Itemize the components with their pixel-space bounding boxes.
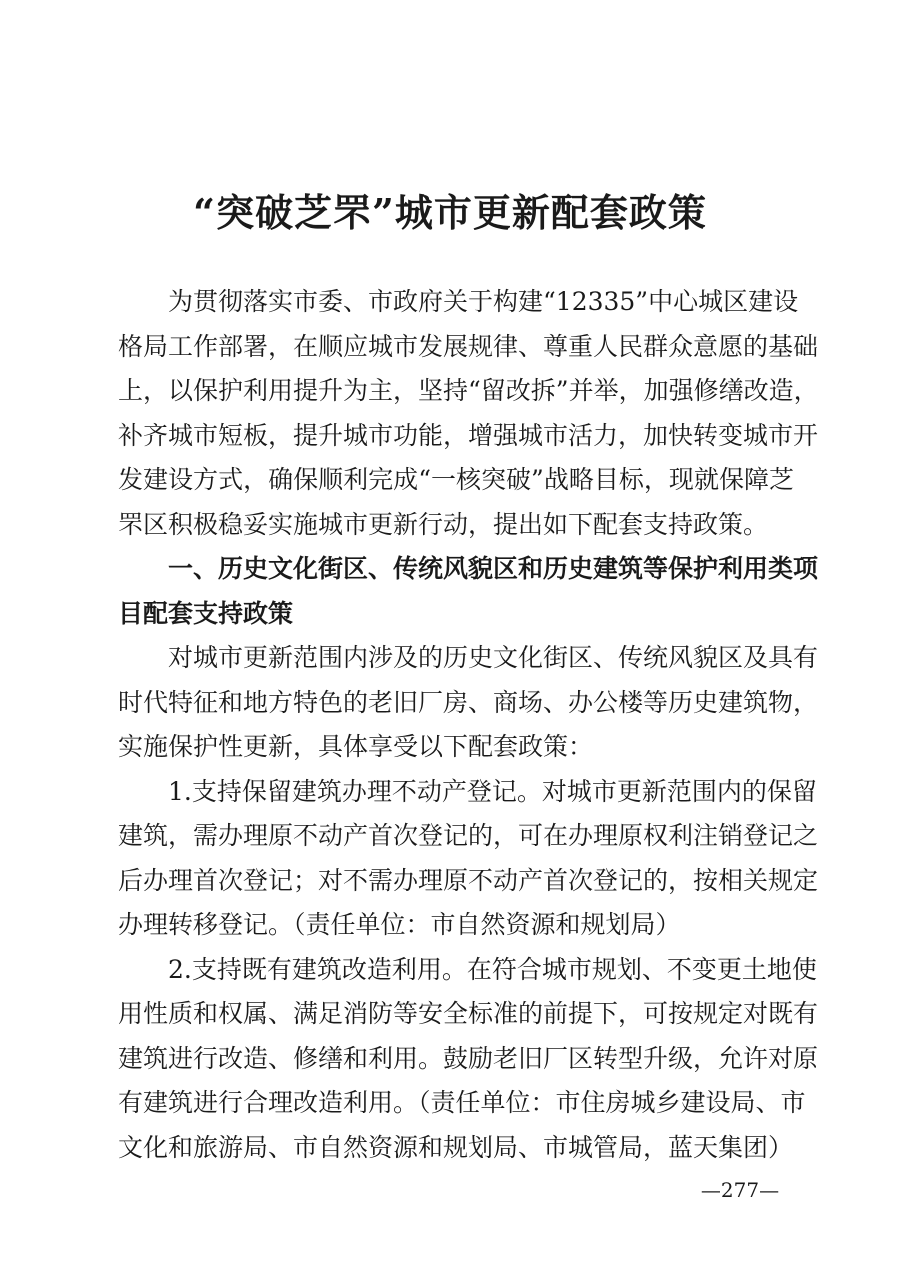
text-line: 后办理首次登记；对不需办理原不动产首次登记的，按相关规定 [118, 865, 819, 895]
text-line: 上，以保护利用提升为主，坚持“留改拆”并举，加强修缮改造， [118, 376, 819, 405]
text-line: 补齐城市短板，提升城市功能，增强城市活力，加快转变城市开 [118, 420, 819, 450]
section-paragraph [118, 636, 819, 770]
text-line: 2.支持既有建筑改造利用。在符合城市规划、不变更土地使 [168, 954, 817, 984]
text-line: 格局工作部署，在顺应城市发展规律、尊重人民群众意愿的基础 [118, 331, 819, 361]
text-line: 建筑，需办理原不动产首次登记的，可在办理原权利注销登记之 [118, 821, 819, 850]
text-line: 文化和旅游局、市自然资源和规划局、市城管局，蓝天集团） [118, 1132, 794, 1162]
intro-paragraph [118, 280, 819, 547]
page-number: —277— [700, 1178, 780, 1202]
text-line: 建筑进行改造、修缮和利用。鼓励老旧厂区转型升级，允许对原 [118, 1043, 819, 1073]
heading-line: 一、历史文化街区、传统风貌区和历史建筑等保护利用类项 [168, 554, 819, 583]
page-title: “突破芝罘”城市更新配套政策 [193, 190, 707, 235]
heading-line: 目配套支持政策 [118, 598, 294, 628]
document-body [118, 280, 819, 1170]
text-line: 1.支持保留建筑办理不动产登记。对城市更新范围内的保留 [168, 776, 817, 806]
text-line: 罘区积极稳妥实施城市更新行动，提出如下配套支持政策。 [118, 509, 769, 539]
text-line: 为贯彻落实市委、市政府关于构建“12335”中心城区建设 [168, 287, 799, 316]
policy-item-2 [118, 948, 819, 1171]
text-line: 实施保护性更新，具体享受以下配套政策： [118, 732, 594, 761]
text-line: 用性质和权属、满足消防等安全标准的前提下，可按规定对既有 [118, 999, 819, 1028]
text-line: 办理转移登记。（责任单位：市自然资源和规划局） [118, 910, 681, 939]
policy-item-1 [118, 770, 819, 948]
text-line: 时代特征和地方特色的老旧厂房、商场、办公楼等历史建筑物， [118, 687, 819, 717]
section-heading [118, 547, 819, 636]
text-line: 发建设方式，确保顺利完成“一核突破”战略目标，现就保障芝 [118, 465, 794, 494]
text-line: 对城市更新范围内涉及的历史文化街区、传统风貌区及具有 [168, 643, 819, 672]
text-line: 有建筑进行合理改造利用。（责任单位：市住房城乡建设局、市 [118, 1088, 806, 1117]
